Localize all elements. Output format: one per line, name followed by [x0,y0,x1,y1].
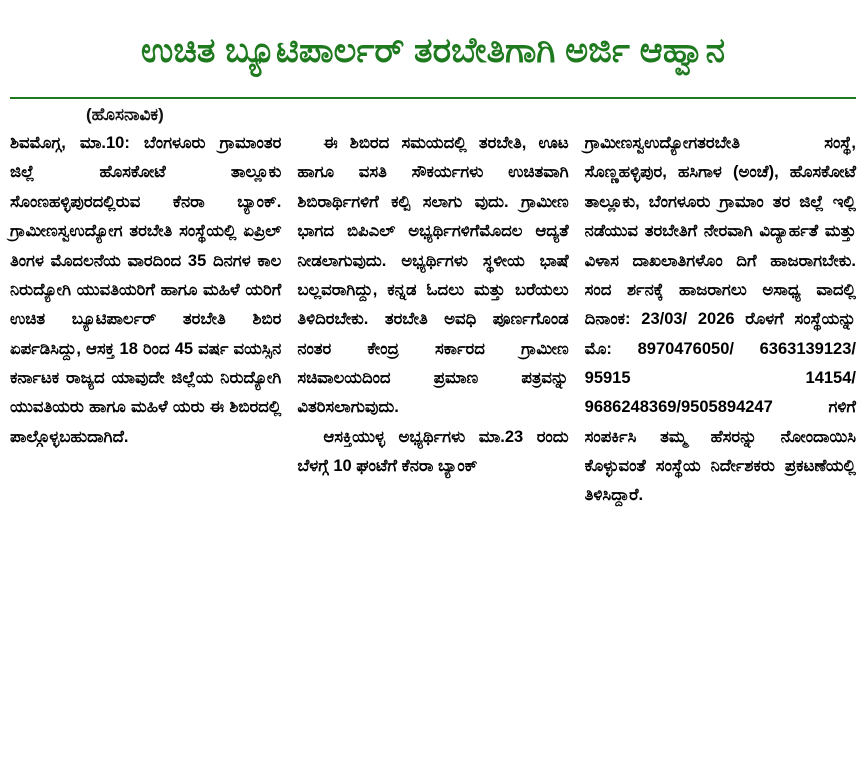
paragraph: ಆಸಕ್ತಿಯುಳ್ಳ ಅಭ್ಯರ್ಥಿಗಳು ಮಾ.23 ರಂದು ಬೆಳಗ್ಗೆ 10 ಘಂಟೆಗೆ ಕೆನರಾ ಬ್ಯಾಂಕ್ [297,427,569,476]
article-columns [0,129,866,511]
paragraph: ಗ್ರಾಮೀಣಸ್ವಉದ್ಯೋಗತರಬೇತಿ ಸಂಸ್ಥೆ, ಸೊಣ್ಣಹಳ್ಳಿಪುರ, ಹಸಿಗಾಳ (ಅಂಚೆ), ಹೊಸಕೋಟೆ ತಾಲ್ಲೂಕು, ಬೆಂಗಳೂರು ಗ್ರಾಮಾಂ ತರ ಜಿಲ್ಲೆ ಇಲ್ಲಿ ನಡೆಯುವ ತರಬೇತಿಗೆ ನೇರವಾಗಿ ವಿದ್ಯಾರ್ಹತೆ ಮತ್ತು ವಿಳಾಸ ದಾಖಲಾತಿಗಳೊಂ ದಿಗೆ ಹಾಜರಾಗಬೇಕು. ಸಂದ ರ್ಶನಕ್ಕೆ ಹಾಜರಾಗಲು ಅಸಾಧ್ಯ ವಾದಲ್ಲಿ ದಿನಾಂಕ: 23/03/ 2026 ರೊಳಗೆ ಸಂಸ್ಥೆಯನ್ನು ಮೊ: 8970476050/ 6363139123/ 95915 14154/ 9686248369/9505894247 ಗಳಿಗೆ ಸಂಪರ್ಕಿಸಿ ತಮ್ಮ ಹೆಸರನ್ನು ನೋಂದಾಯಿಸಿ ಕೊಳ್ಳುವಂತೆ ಸಂಸ್ಥೆಯ ನಿರ್ದೇಶಕರು ಪ್ರಕಟಣೆಯಲ್ಲಿ ತಿಳಿಸಿದ್ದಾರೆ. [584,134,856,505]
page-title: ಉಚಿತ ಬ್ಯೂಟಿಪಾರ್ಲರ್ ತರಬೇತಿಗಾಗಿ ಅರ್ಜಿ ಆಹ್ವಾನ [140,31,726,71]
title-divider [10,97,856,99]
article-column-1 [10,129,281,452]
article-column-3 [585,129,856,511]
article-column-2 [297,129,568,481]
byline: (ಹೊಸನಾವಿಕ) [86,105,164,125]
news-article-page [0,23,866,758]
paragraph: ಈ ಶಿಬಿರದ ಸಮಯದಲ್ಲಿ ತರಬೇತಿ, ಊಟ ಹಾಗೂ ವಸತಿ ಸೌಕರ್ಯಗಳು ಉಚಿತವಾಗಿ ಶಿಬಿರಾರ್ಥಿಗಳಿಗೆ ಕಲ್ಪಿ ಸಲಾಗು ವುದು. ಗ್ರಾಮೀಣ ಭಾಗದ ಬಿಪಿಎಲ್ ಅಭ್ಯರ್ಥಿಗಳಿಗೆಮೊದಲ ಆದ್ಯತೆ ನೀಡಲಾಗುವುದು. ಅಭ್ಯರ್ಥಿಗಳು ಸ್ಥಳೀಯ ಭಾಷೆ ಬಲ್ಲವರಾಗಿದ್ದು, ಕನ್ನಡ ಓದಲು ಮತ್ತು ಬರೆಯಲು ತಿಳಿದಿರಬೇಕು. ತರಬೇತಿ ಅವಧಿ ಪೂರ್ಣಗೊಂಡ ನಂತರ ಕೇಂದ್ರ ಸರ್ಕಾರದ ಗ್ರಾಮೀಣ ಸಚಿವಾಲಯದಿಂದ ಪ್ರಮಾಣ ಪತ್ರವನ್ನು ವಿತರಿಸಲಾಗುವುದು. [297,134,569,417]
paragraph: ಶಿವಮೊಗ್ಗ, ಮಾ.10: ಬೆಂಗಳೂರು ಗ್ರಾಮಾಂತರ ಜಿಲ್ಲೆ ಹೊಸಕೋಟೆ ತಾಲ್ಲೂಕು ಸೊಂಣಹಳ್ಳಿಪುರದಲ್ಲಿರುವ ಕೆನರಾ ಬ್ಯಾಂಕ್. ಗ್ರಾಮೀಣಸ್ವಉದ್ಯೋಗ ತರಬೇತಿ ಸಂಸ್ಥೆಯಲ್ಲಿ ಏಪ್ರಿಲ್ ತಿಂಗಳ ಮೊದಲನೆಯ ವಾರದಿಂದ 35 ದಿನಗಳ ಕಾಲ ನಿರುದ್ಯೋಗಿ ಯುವತಿಯರಿಗೆ ಹಾಗೂ ಮಹಿಳೆ ಯರಿಗೆ ಉಚಿತ ಬ್ಯೂಟಿಪಾರ್ಲರ್ ತರಬೇತಿ ಶಿಬಿರ ಏರ್ಪಡಿಸಿದ್ದು, ಆಸಕ್ತ 18 ರಿಂದ 45 ವರ್ಷ ವಯಸ್ಸಿನ ಕರ್ನಾಟಕ ರಾಜ್ಯದ ಯಾವುದೇ ಜಿಲ್ಲೆಯ ನಿರುದ್ಯೋಗಿ ಯುವತಿಯರು ಹಾಗೂ ಮಹಿಳೆ ಯರು ಈ ಶಿಬಿರದಲ್ಲಿ ಪಾಲ್ಗೊಳ್ಳಬಹುದಾಗಿದೆ. [10,134,282,446]
